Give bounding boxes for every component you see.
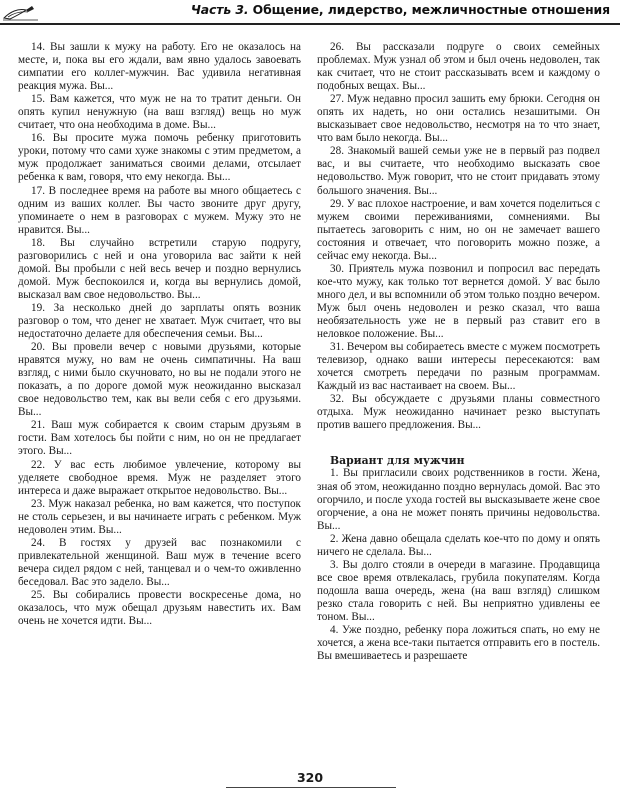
paragraph: 27. Муж недавно просил зашить ему брюки. Сегодня он опять их надеть, но они остались незашитыми. Он высказывает свое недовольство, несмотря на то что знает, что вам было некогда. Вы... <box>317 93 600 145</box>
paragraph: 30. Приятель мужа позвонил и попросил вас передать кое-что мужу, как только тот вернется домой. У вас было много дел, и вы вспомнили об этом только поздно вечером. Муж был очень недоволен и резко сказал, что ваша необязательность уже не в первый раз ставит его в неловкое положение. Вы... <box>317 262 600 341</box>
paragraph: 23. Муж наказал ребенка, но вам кажется, что поступок не столь серьезен, и вы начинаете играть с ребенком. Муж недоволен этим. Вы... <box>18 497 301 536</box>
header-title <box>191 2 610 17</box>
paragraph: 2. Жена давно обещала сделать кое-что по дому и опять ничего не сделала. Вы... <box>317 532 600 558</box>
paragraph: 1. Вы пригласили своих родственников в гости. Жена, зная об этом, неожиданно поздно вернулась домой. Вас это огорчило, и после ухода гостей вы высказываете жене свое огорчение, а она не может понять причины недовольства. Вы... <box>317 467 600 532</box>
paragraph: 18. Вы случайно встретили старую подругу, разговорились с ней и она уговорила вас зайти к ней домой. Вы пробыли с ней весь вечер и поздно вернулись домой. Муж беспокоился и, когда вы вернулись домой, высказал вам свое недовольство. Вы... <box>18 236 301 301</box>
left-column <box>18 41 301 628</box>
paragraph: 32. Вы обсуждаете с друзьями планы совместного отдыха. Муж неожиданно начинает резко выступать против вашего предложения. Вы... <box>317 393 600 432</box>
paragraph: 24. В гостях у друзей вас познакомили с привлекательной женщиной. Ваш муж в течение всего вечера сидел рядом с ней, танцевал и о чем-то оживленно беседовал. Вас это задело. Вы... <box>18 536 301 588</box>
paragraph: 17. В последнее время на работе вы много общаетесь с одним из ваших коллег. Вы часто звоните друг другу, упоминаете о нем в разговорах с мужем. Мужу это не нравится. Вы... <box>18 184 301 236</box>
running-header <box>0 0 620 24</box>
paragraph: 3. Вы долго стояли в очереди в магазине. Продавщица все свое время отвлекалась, грубила покупателям. Когда подошла ваша очередь, жена (на ваш взгляд) слишком резко стала говорить с ней. Вы неприятно удивлены ее тоном. Вы... <box>317 558 600 623</box>
paragraph: 20. Вы провели вечер с новыми друзьями, которые нравятся мужу, но вам не очень симпатичны. На ваш взгляд, с ними было скучновато, но вы не подали этого не показать, а по дороге домой муж неожиданно высказал свое недовольство тем, как вы вели себя с его друзьями. Вы... <box>18 341 301 419</box>
paragraph: 26. Вы рассказали подруге о своих семейных проблемах. Муж узнал об этом и был очень недоволен, так как считает, что не стоит рассказывать всем и каждому о подобных вещах. Вы... <box>317 41 600 93</box>
paragraph: 21. Ваш муж собирается к своим старым друзьям в гости. Вам хотелось бы пойти с ним, но он не предлагает этого. Вы... <box>18 419 301 458</box>
paragraph: 28. Знакомый вашей семьи уже не в первый раз подвел вас, и вы считаете, что необходимо высказать свое недовольство. Муж говорит, что не стоит придавать этому большого значения. Вы... <box>317 145 600 197</box>
paragraph: 31. Вечером вы собираетесь вместе с мужем посмотреть телевизор, однако ваши интересы пересекаются: вам хочется смотреть передачи по разным программам. Каждый из вас настаивает на своем. Вы... <box>317 341 600 393</box>
paragraph: 14. Вы зашли к мужу на работу. Его не оказалось на месте, и, пока вы его ждали, вам явно удалось завоевать симпатии его коллег-мужчин. Вас удивила негативная реакция мужа. Вы... <box>18 41 301 93</box>
book-logo-icon <box>2 0 42 22</box>
header-chapter-title: Общение, лидерство, межличностные отношения <box>252 2 610 17</box>
paragraph: 22. У вас есть любимое увлечение, которому вы уделяете свободное время. Муж не разделяет этого интереса и даже выражает открытое недовольство. Вы... <box>18 458 301 497</box>
footer-divider <box>226 787 396 788</box>
page-number: 320 <box>296 770 324 785</box>
right-column <box>317 41 600 663</box>
paragraph: 25. Вы собирались провести воскресенье дома, но оказалось, что муж обещал друзьям навестить их. Вам очень не хочется идти. Вы... <box>18 588 301 628</box>
paragraph: 29. У вас плохое настроение, и вам хочется поделиться с мужем своими переживаниями, сомнениями. Вы пытаетесь заговорить с ним, но он не замечает вашего состояния и отвечает, что поговорить можно позже, а сейчас ему некогда. Вы... <box>317 197 600 262</box>
section-heading: Вариант для мужчин <box>330 454 465 468</box>
paragraph: 16. Вы просите мужа помочь ребенку приготовить уроки, потому что сами хуже знакомы с этим предметом, а муж продолжает заниматься своими делами, отсылает ребенка к вам, говоря, что ему некогда. Вы... <box>18 132 301 184</box>
header-part-label: Часть 3. <box>190 2 249 17</box>
paragraph: 15. Вам кажется, что муж не на то тратит деньги. Он опять купил ненужную (на ваш взгляд) вещь но муж считает, что она необходима в доме. Вы... <box>18 93 301 132</box>
paragraph: 19. За несколько дней до зарплаты опять возник разговор о том, что денег не хватает. Муж считает, что вы недостаточно делаете для обеспечения семьи. Вы... <box>18 301 301 341</box>
header-divider <box>0 23 620 25</box>
paragraph: 4. Уже поздно, ребенку пора ложиться спать, но ему не хочется, а жена все-таки пытается отправить его в постель. Вы вмешиваетесь и разрешаете <box>317 624 600 663</box>
